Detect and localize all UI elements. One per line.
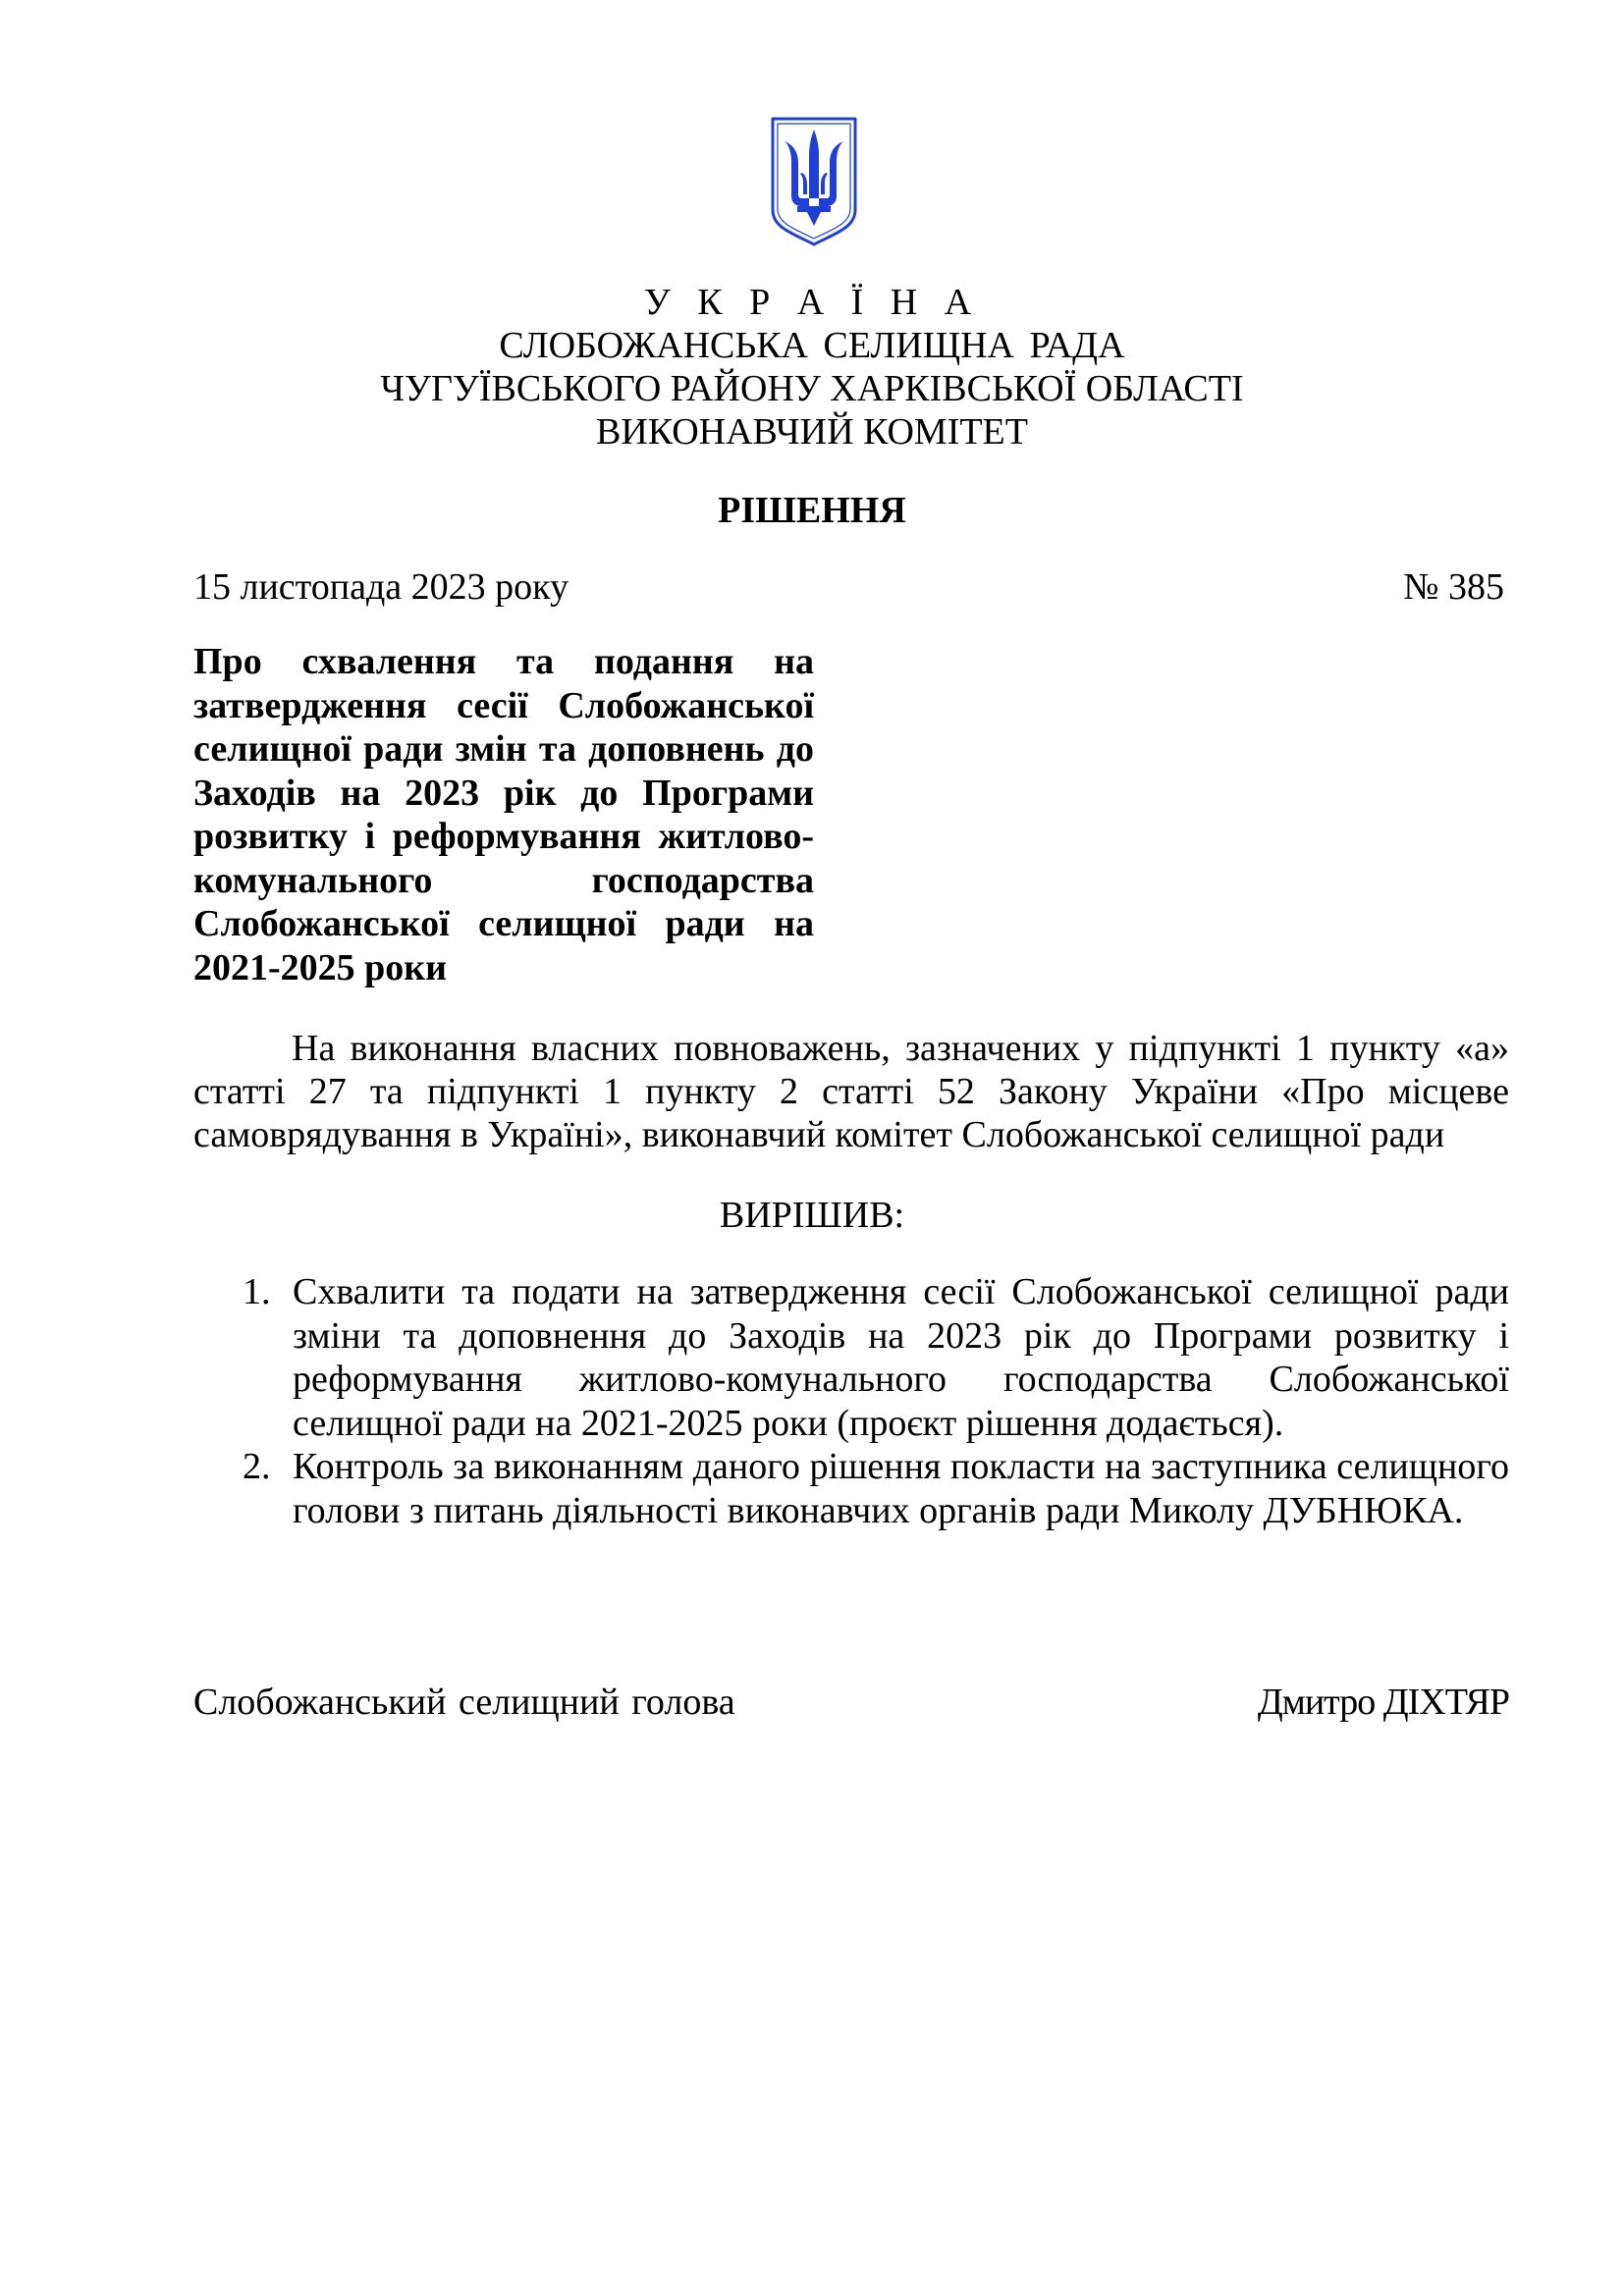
document-number: № 385 <box>1403 566 1504 608</box>
signatory-title: Слобожанський селищний голова <box>193 1682 735 1723</box>
decision-text: Схвалити та подати на затвердження сесії Слобожанської селищної ради зміни та доповнення до Заходів на 2023 рік до Програми розвитку і реформування житлово-комунального господарства Слобожанської селищної ради на 2021-2025 роки (проєкт рішення додається). <box>293 1271 1509 1444</box>
committee-heading: ВИКОНАВЧИЙ КОМІТЕТ <box>596 411 1028 453</box>
decision-item <box>193 1445 1509 1532</box>
preamble-paragraph: На виконання власних повноважень, зазначених у підпункті 1 пункту «а» статті 27 та підпункті 1 пункту 2 статті 52 Закону України «Про місцеве самоврядування в Україні», виконавчий комітет Слобожанської селищної ради <box>193 1028 1509 1155</box>
trident-coat-of-arms-icon <box>770 116 858 247</box>
document-date: 15 листопада 2023 року <box>193 566 569 608</box>
council-heading: СЛОБОЖАНСЬКА СЕЛИЩНА РАДА <box>499 325 1125 366</box>
document-type-title: РІШЕННЯ <box>718 490 906 531</box>
decision-number: 1. <box>243 1271 271 1312</box>
decision-list <box>193 1270 1509 1532</box>
country-heading: У К Р А Ї Н А <box>643 282 981 323</box>
decision-text: Контроль за виконанням даного рішення покласти на заступника селищного голови з питань діяльності виконавчих органів ради Миколу ДУБНЮКА. <box>293 1446 1509 1531</box>
decision-item <box>193 1270 1509 1445</box>
decision-number: 2. <box>243 1446 271 1487</box>
district-heading: ЧУГУЇВСЬКОГО РАЙОНУ ХАРКІВСЬКОЇ ОБЛАСТІ <box>380 368 1244 409</box>
document-subject: Про схвалення та подання на затвердження сесії Слобожанської селищної ради змін та доповнень до Заходів на 2023 рік до Програми розвитку і реформування житлово-комунального господарства Слобожанської селищної ради на 2021-2025 роки <box>193 641 814 988</box>
signatory-name: Дмитро ДІХТЯР <box>1257 1682 1509 1723</box>
resolved-heading: ВИРІШИВ: <box>719 1195 905 1236</box>
